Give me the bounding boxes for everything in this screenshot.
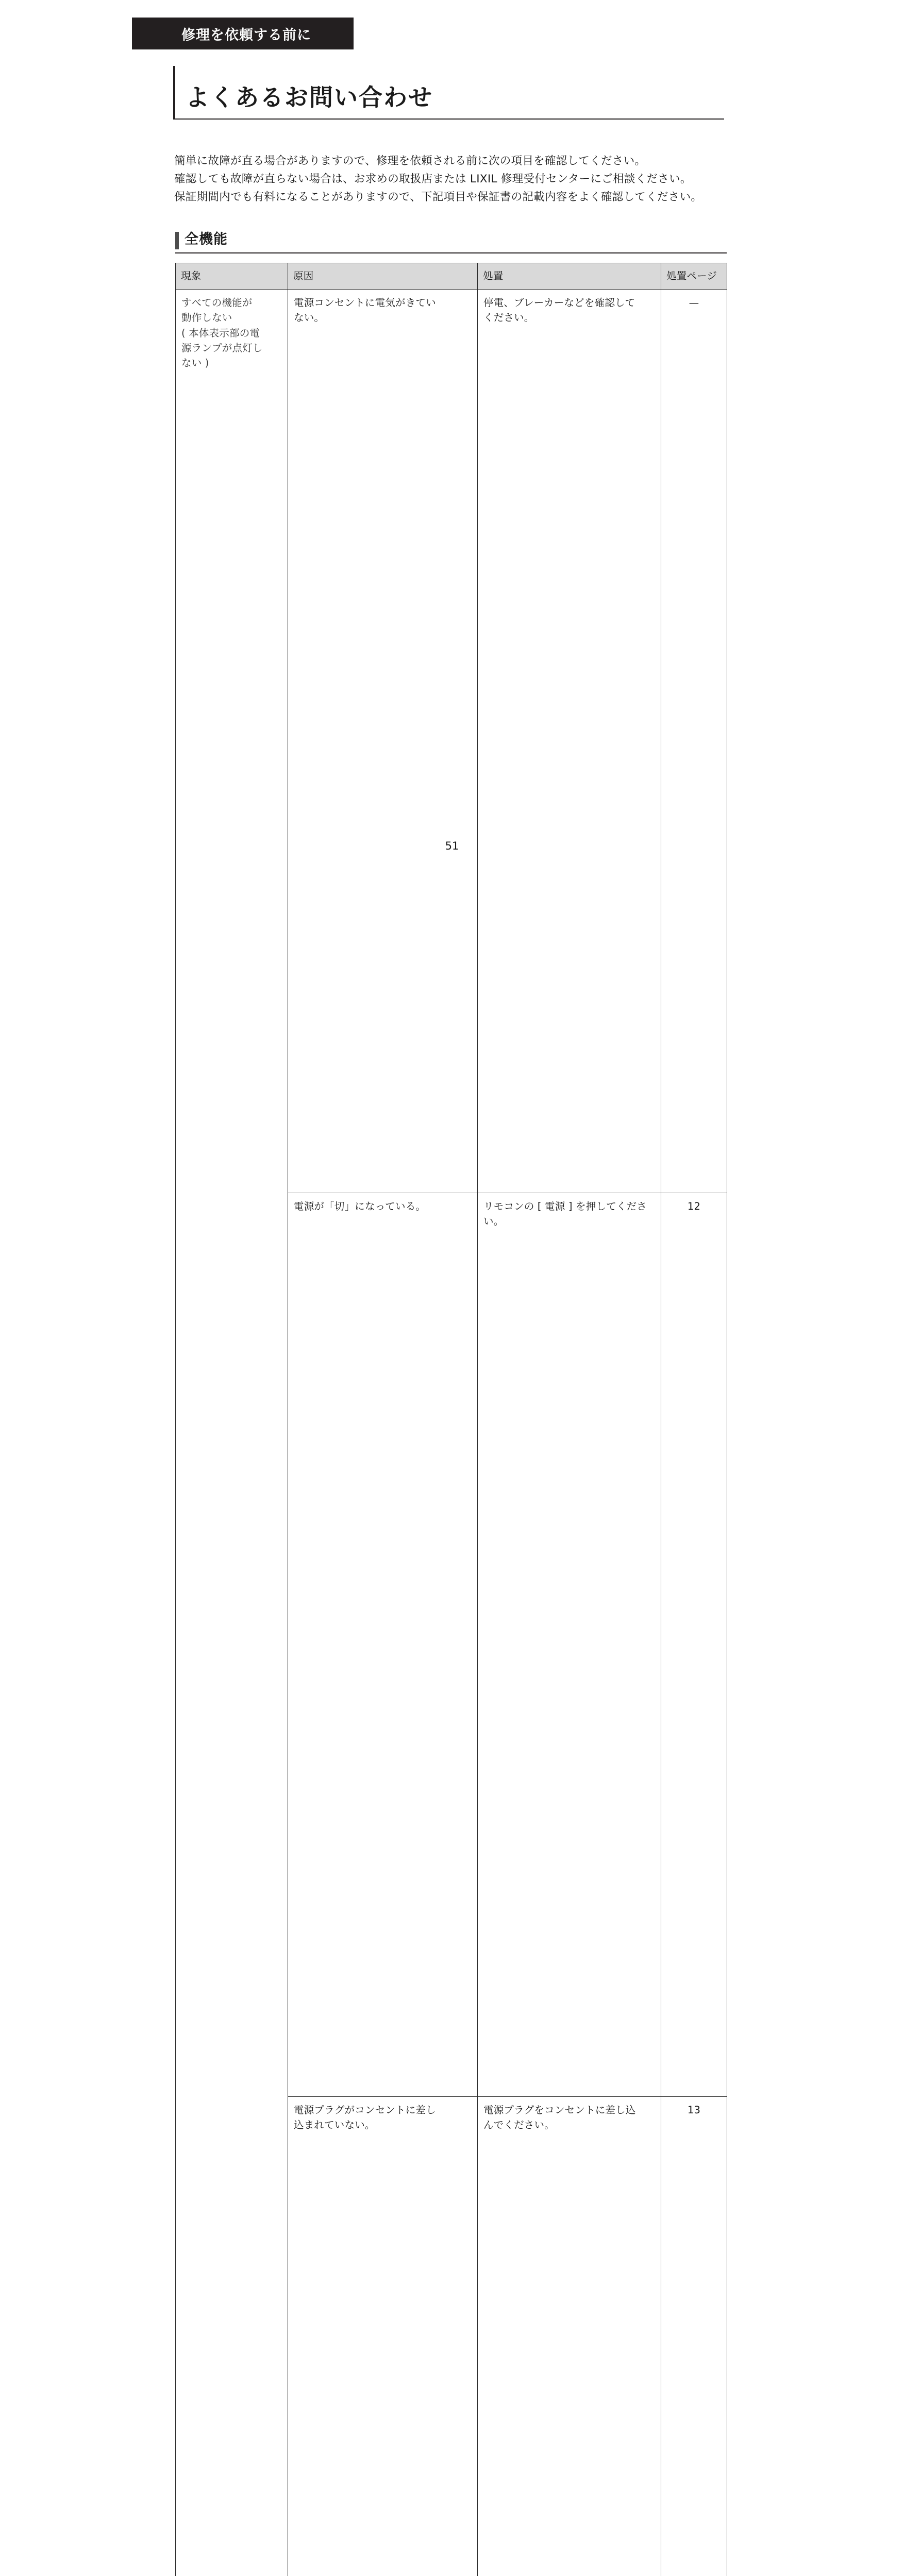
cell-action: 停電、ブレーカーなどを確認して ください。	[478, 290, 661, 1193]
intro-line-1: 簡単に故障が直る場合がありますので、修理を依頼される前に次の項目を確認してください。	[174, 152, 741, 171]
subsection-heading	[175, 231, 727, 248]
cell-cause: 電源プラグがコンセントに差し 込まれていない。	[288, 2097, 478, 2576]
cell-page: 13	[661, 2097, 727, 2576]
table-header-row	[176, 263, 727, 290]
faq-table-body	[176, 290, 727, 2576]
column-header-cause: 原因	[288, 263, 478, 290]
page-title: よくあるお問い合わせ	[175, 66, 724, 109]
title-accent-bar	[173, 66, 175, 118]
intro-line-3: 保証期間内でも有料になることがありますので、下記項目や保証書の記載内容をよく確認してください。	[174, 189, 741, 207]
cell-action: 電源プラグをコンセントに差し込 んでください。	[478, 2097, 661, 2576]
cell-symptom: すべての機能が 動作しない ( 本体表示部の電 源ランプが点灯し ない )	[176, 290, 288, 2576]
cell-cause: 電源コンセントに電気がきてい ない。	[288, 290, 478, 1193]
intro-paragraph	[174, 152, 741, 206]
page-title-block	[175, 66, 724, 109]
cell-cause: 電源が「切」になっている。	[288, 1193, 478, 2097]
subsection-accent-bar	[175, 232, 179, 249]
column-header-action: 処置	[478, 263, 661, 290]
subsection-rule	[175, 252, 727, 253]
faq-table	[175, 263, 727, 2576]
cell-page: 12	[661, 1193, 727, 2097]
page-number: 51	[0, 840, 904, 852]
cell-page: —	[661, 290, 727, 1193]
column-header-symptom: 現象	[176, 263, 288, 290]
column-header-page: 処置ページ	[661, 263, 727, 290]
subsection-label: 全機能	[175, 231, 727, 248]
intro-line-2: 確認しても故障が直らない場合は、お求めの取扱店または LIXIL 修理受付センターにご相談ください。	[174, 171, 741, 189]
section-tab: 修理を依頼する前に	[132, 18, 354, 49]
cell-action: リモコンの [ 電源 ] を押してくださ い。	[478, 1193, 661, 2097]
document-page	[0, 0, 904, 904]
table-row	[176, 290, 727, 1193]
title-underline	[173, 118, 724, 120]
